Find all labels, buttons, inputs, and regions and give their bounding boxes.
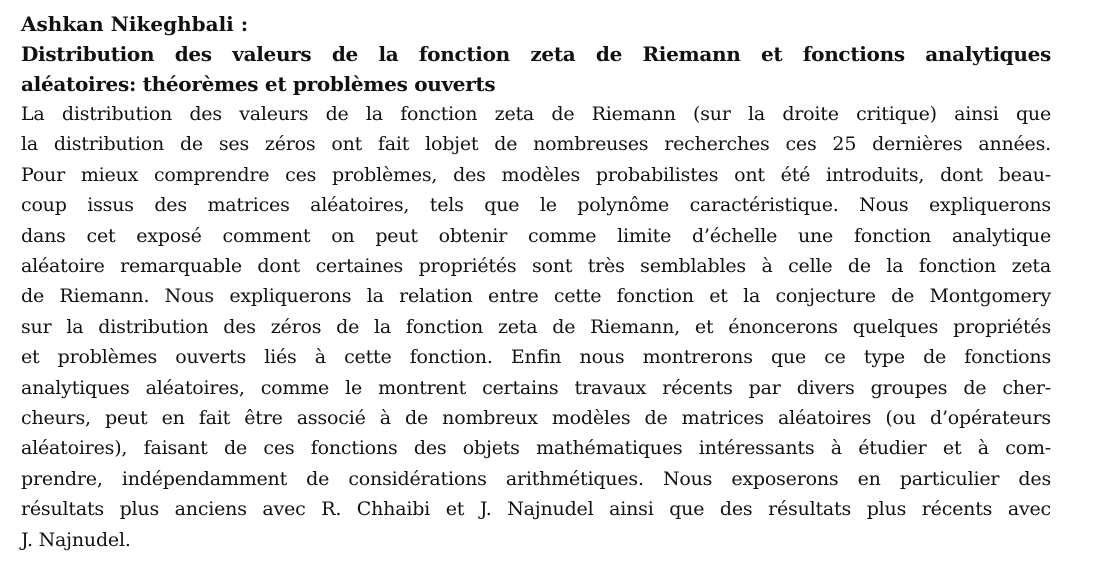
- abstract-line: J. Najnudel.: [21, 528, 131, 551]
- abstract-line: de Riemann. Nous expliquerons la relation entre cette fonction et la conjecture de Montgomery: [21, 285, 1051, 308]
- abstract-line: cheurs, peut en fait être associé à de nombreux modèles de matrices aléatoires (ou d’opérateurs: [21, 407, 1051, 430]
- abstract-line: aléatoires), faisant de ces fonctions des objets mathématiques intéressants à étudier et à com-: [21, 437, 1051, 460]
- abstract-line: la distribution de ses zéros ont fait lobjet de nombreuses recherches ces 25 dernières années.: [21, 133, 1051, 156]
- abstract-line: aléatoire remarquable dont certaines propriétés sont très semblables à celle de la fonction zeta: [21, 255, 1051, 278]
- abstract-line: analytiques aléatoires, comme le montrent certains travaux récents par divers groupes de cher-: [21, 376, 1051, 399]
- abstract-line: et problèmes ouverts liés à cette fonction. Enfin nous montrerons que ce type de fonctions: [21, 346, 1051, 369]
- abstract-line: sur la distribution des zéros de la fonction zeta de Riemann, et énoncerons quelques propriétés: [21, 315, 1051, 338]
- title-line: Distribution des valeurs de la fonction zeta de Riemann et fonctions analytiques: [21, 42, 1051, 66]
- talk-title: [21, 39, 1051, 99]
- abstract-line: coup issus des matrices aléatoires, tels que le polynôme caractéristique. Nous expliquerons: [21, 194, 1051, 217]
- abstract-line: dans cet exposé comment on peut obtenir comme limite d’échelle une fonction analytique: [21, 224, 1051, 247]
- abstract-line: La distribution des valeurs de la fonction zeta de Riemann (sur la droite critique) ainsi que: [21, 103, 1051, 125]
- abstract-line: Pour mieux comprendre ces problèmes, des modèles probabilistes ont été introduits, dont beau-: [21, 163, 1051, 186]
- abstract-line: prendre, indépendamment de considérations arithmétiques. Nous exposerons en particulier des: [21, 467, 1051, 490]
- document: [21, 9, 1051, 555]
- author-name: Ashkan Nikeghbali :: [21, 12, 249, 36]
- abstract: [21, 99, 1051, 555]
- abstract-line: résultats plus anciens avec R. Chhaibi et J. Najnudel ainsi que des résultats plus récents avec: [21, 498, 1051, 521]
- title-line: aléatoires: théorèmes et problèmes ouverts: [21, 72, 496, 96]
